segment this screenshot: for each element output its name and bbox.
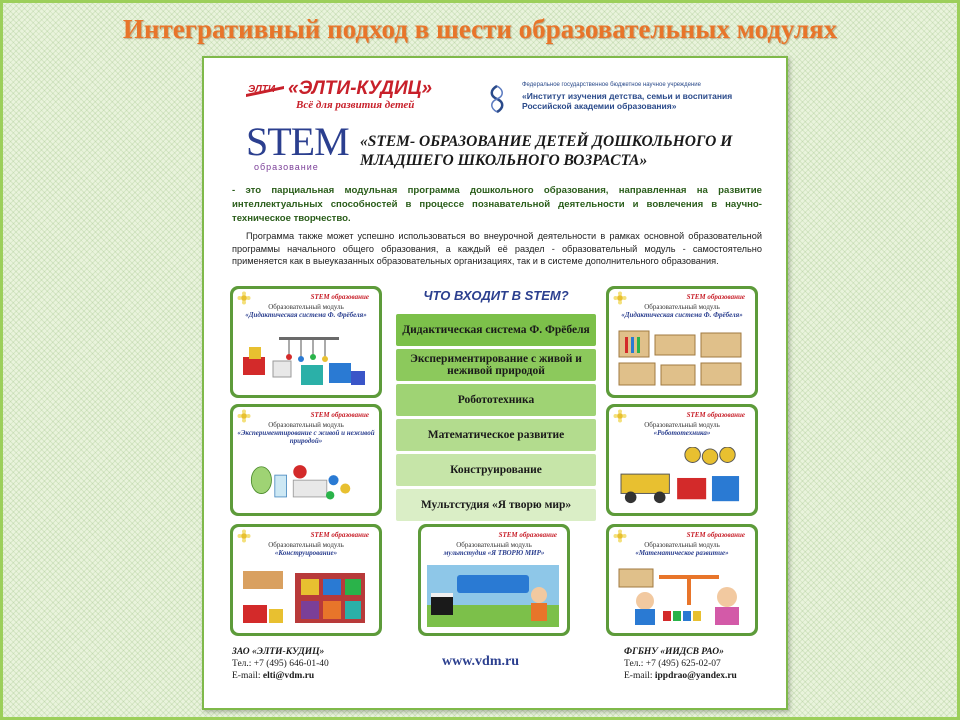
card-construct (230, 524, 382, 636)
stem-poster (202, 56, 788, 710)
wooden-sets-illustration (615, 327, 747, 389)
poster-intro: - это парциальная модульная программа дошкольного образования, направленная на развитие интеллектуальных способностей в процессе познавательной деятельности и вовлечения в научно-техническое творчество. (232, 185, 762, 224)
footer-contacts-institute (624, 646, 737, 682)
footer-left-email[interactable]: elti@vdm.ru (262, 671, 315, 681)
card-title: «Экспериментирование с живой и неживой природой» (237, 429, 375, 445)
institute-name: «Институт изучения детства, семьи и воспитания Российской академии образования» (522, 91, 733, 111)
construct-blocks-illustration (239, 565, 371, 627)
footer-right-org: ФГБНУ «ИИДСВ РАО» (624, 647, 724, 657)
elti-tagline: Всё для развития детей (296, 99, 415, 111)
module-item-robotics: Робототехника (396, 384, 596, 416)
footer-right-email[interactable]: ippdrao@yandex.ru (654, 671, 737, 681)
card-module-label: Образовательный модуль (456, 541, 532, 549)
footer-left-email-line (232, 670, 329, 682)
footer-left-org: ЗАО «ЭЛТИ-КУДИЦ» (232, 647, 325, 657)
elti-mark-icon (244, 80, 286, 100)
card-brand: STEM образование (686, 293, 745, 301)
elti-name: «ЭЛТИ-КУДИЦ» (288, 78, 433, 99)
stem-logo (246, 119, 349, 178)
institute-type: Федеральное государственное бюджетное научное учреждение (522, 82, 701, 88)
math-kids-illustration (615, 565, 747, 627)
module-item-multistudio: Мультстудия «Я творю мир» (396, 489, 596, 521)
module-item-experiment: Экспериментирование с живой и неживой природой (396, 349, 596, 381)
poster-paragraph: Программа также может успешно использоваться во внеурочной деятельности в рамках основной образовательной программы начального общего образования, а каждый её раздел - образовательный модуль - самостоятельно применяется как в выеуказанных образовательных организациях, так и в системе дополнительного образования. (232, 231, 762, 266)
card-robotics (606, 404, 758, 516)
footer-right-email-label: E-mail: (624, 671, 655, 681)
card-experiment (230, 404, 382, 516)
card-module-label: Образовательный модуль (268, 421, 344, 429)
card-module-label: Образовательный модуль (644, 541, 720, 549)
footer-contacts-elti (232, 646, 329, 682)
card-module-label: Образовательный модуль (644, 421, 720, 429)
multistudio-illustration (427, 565, 559, 627)
footer-right-email-line (624, 670, 737, 682)
card-multistudio (418, 524, 570, 636)
stem-logo-sub: образование (254, 162, 319, 172)
card-frobel-right (606, 286, 758, 398)
card-brand: STEM образование (498, 531, 557, 539)
card-title: «Дидактическая система Ф. Фрёбеля» (621, 311, 743, 319)
card-brand: STEM образование (310, 411, 369, 419)
modules-heading: ЧТО ВХОДИТ В STEM? (423, 288, 569, 303)
module-item-math: Математическое развитие (396, 419, 596, 451)
card-brand: STEM образование (310, 293, 369, 301)
card-frobel (230, 286, 382, 398)
card-title: «Дидактическая система Ф. Фрёбеля» (245, 311, 367, 319)
card-math (606, 524, 758, 636)
card-module-label: Образовательный модуль (644, 303, 720, 311)
card-brand: STEM образование (686, 531, 745, 539)
module-item-construct: Конструирование (396, 454, 596, 486)
stem-logo-word: STEM (246, 119, 349, 164)
poster-title: «STEM- ОБРАЗОВАНИЕ ДЕТЕЙ ДОШКОЛЬНОГО И МЛАДШЕГО ШКОЛЬНОГО ВОЗРАСТА» (360, 133, 733, 169)
card-module-label: Образовательный модуль (268, 541, 344, 549)
card-title: «Математическое развитие» (635, 549, 729, 557)
frobel-toys-illustration (239, 327, 371, 389)
card-brand: STEM образование (310, 531, 369, 539)
elti-logo (244, 78, 454, 114)
robots-illustration (615, 447, 747, 507)
card-title: «Конструирование» (274, 549, 338, 557)
card-module-label: Образовательный модуль (268, 303, 344, 311)
website-link[interactable]: www.vdm.ru (442, 654, 520, 669)
footer-left-phone: Тел.: +7 (495) 646-01-40 (232, 659, 329, 669)
footer-right-phone: Тел.: +7 (495) 625-02-07 (624, 659, 721, 669)
institute-logo (486, 82, 786, 122)
footer-left-email-label: E-mail: (232, 671, 263, 681)
modules-list (396, 314, 596, 524)
module-item-frobel: Дидактическая система Ф. Фрёбеля (396, 314, 596, 346)
card-brand: STEM образование (686, 411, 745, 419)
institute-emblem-icon (486, 84, 508, 114)
card-title: мультстудия «Я ТВОРЮ МИР» (443, 549, 545, 557)
elti-mark-text: ЭЛТИ (248, 84, 276, 95)
slide-title: Интегративный подход в шести образовательных модулях (122, 14, 838, 44)
card-title: «Робототехника» (653, 429, 711, 437)
experiment-kit-illustration (239, 455, 371, 507)
